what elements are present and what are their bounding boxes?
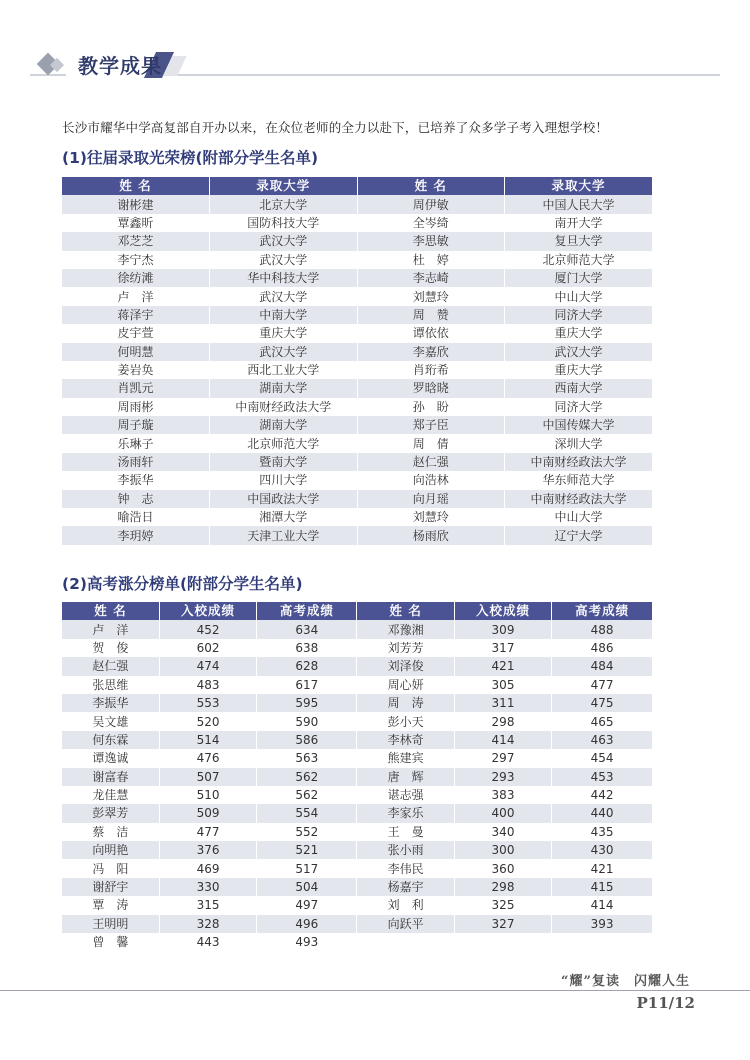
table-cell: 520 [159,712,256,730]
table-cell: 李林奇 [357,731,454,749]
table-cell: 谢富春 [62,768,159,786]
table-cell: 厦门大学 [505,269,653,287]
table-cell: 汤雨轩 [62,453,210,471]
table-cell: 李志崎 [357,269,505,287]
table-cell: 360 [454,859,551,877]
table-row [62,896,652,914]
table-cell: 西南大学 [505,379,653,397]
table-cell: 317 [454,639,551,657]
table-row [62,823,652,841]
table-cell: 同济大学 [505,398,653,416]
table-cell: 中国人民大学 [505,195,653,213]
table-row [62,324,652,342]
table-cell: 南开大学 [505,214,653,232]
table-cell: 中国政法大学 [210,490,358,508]
table-cell [454,933,551,951]
table-cell: 龙佳慧 [62,786,159,804]
section1-title: (1)往届录取光荣榜(附部分学生名单) [62,149,319,167]
table-cell: 中南大学 [210,306,358,324]
table-cell: 西北工业大学 [210,361,358,379]
table-cell: 邓豫湘 [357,620,454,638]
table-cell: 330 [159,878,256,896]
table-row [62,269,652,287]
table-cell: 435 [552,823,652,841]
table-cell: 李玥婷 [62,526,210,544]
table-cell: 全岑绮 [357,214,505,232]
table-cell: 李振华 [62,471,210,489]
table-cell: 北京师范大学 [210,434,358,452]
table-cell: 蔡 洁 [62,823,159,841]
table-row [62,434,652,452]
table-cell: 刘泽俊 [357,657,454,675]
table-cell: 熊建宾 [357,749,454,767]
table-cell: 武汉大学 [505,343,653,361]
table-row [62,195,652,213]
footer-rule [0,990,750,991]
table-cell: 383 [454,786,551,804]
table-row [62,768,652,786]
table-cell: 姜岩奂 [62,361,210,379]
table-cell: 华东师范大学 [505,471,653,489]
table-cell: 474 [159,657,256,675]
table-cell: 298 [454,878,551,896]
table-cell: 465 [552,712,652,730]
table-cell: 414 [552,896,652,914]
table-cell: 李嘉欣 [357,343,505,361]
table-cell: 孙 盼 [357,398,505,416]
table-cell: 638 [257,639,357,657]
table-cell: 向浩林 [357,471,505,489]
table-cell: 暨南大学 [210,453,358,471]
table-cell: 湘潭大学 [210,508,358,526]
table-cell: 298 [454,712,551,730]
table-cell: 595 [257,694,357,712]
table-row [62,712,652,730]
table-row [62,490,652,508]
footer-slogan: “耀”复读 闪耀人生 [561,974,690,989]
table-cell: 深圳大学 [505,434,653,452]
table-cell: 507 [159,768,256,786]
table-row [62,526,652,544]
table-row [62,731,652,749]
table-cell: 563 [257,749,357,767]
table-cell: 634 [257,620,357,638]
table-cell: 同济大学 [505,306,653,324]
table-cell: 562 [257,786,357,804]
table-cell: 向月瑶 [357,490,505,508]
table-cell: 297 [454,749,551,767]
table-cell: 421 [454,657,551,675]
table-cell: 曾 馨 [62,933,159,951]
table-cell: 刘慧玲 [357,508,505,526]
table-cell: 463 [552,731,652,749]
table-cell: 乐琳子 [62,434,210,452]
table-cell: 315 [159,896,256,914]
table-cell: 罗晗晓 [357,379,505,397]
table-cell: 553 [159,694,256,712]
table-cell: 冯 阳 [62,859,159,877]
column-header: 高考成绩 [552,602,652,620]
score-gain-table [62,602,652,951]
table-cell: 393 [552,915,652,933]
table-cell: 周子璇 [62,416,210,434]
table-cell: 602 [159,639,256,657]
table-cell: 562 [257,768,357,786]
column-header: 姓 名 [357,602,454,620]
intro-text: 长沙市耀华中学高复部自开办以来，在众位老师的全力以赴下，已培养了众多学子考入理想学校！ [62,120,609,135]
table-row [62,878,652,896]
table-cell [357,933,454,951]
table-cell: 皮宇萱 [62,324,210,342]
table-cell: 452 [159,620,256,638]
table-row [62,214,652,232]
table-row [62,933,652,951]
table-row [62,306,652,324]
table-cell: 辽宁大学 [505,526,653,544]
table-cell: 李宁杰 [62,251,210,269]
column-header: 高考成绩 [257,602,357,620]
column-header: 入校成绩 [454,602,551,620]
table-cell: 497 [257,896,357,914]
table-cell: 周伊敏 [357,195,505,213]
table-cell: 向明艳 [62,841,159,859]
table-row [62,471,652,489]
table-cell: 刘慧玲 [357,287,505,305]
table-cell: 中南财经政法大学 [210,398,358,416]
table-cell: 复旦大学 [505,232,653,250]
table-cell [552,933,652,951]
table-cell: 李伟民 [357,859,454,877]
table-cell: 309 [454,620,551,638]
table-cell: 454 [552,749,652,767]
table-cell: 北京大学 [210,195,358,213]
table-cell: 向跃平 [357,915,454,933]
table-cell: 杨雨欣 [357,526,505,544]
table-cell: 张小雨 [357,841,454,859]
table-cell: 王明明 [62,915,159,933]
table-cell: 517 [257,859,357,877]
table-row [62,657,652,675]
table-row [62,749,652,767]
column-header: 入校成绩 [159,602,256,620]
table-cell: 杜 婷 [357,251,505,269]
table-cell: 496 [257,915,357,933]
table-cell: 谭逸诚 [62,749,159,767]
table-cell: 卢 洋 [62,620,159,638]
table-cell: 周心妍 [357,676,454,694]
table-cell: 何明慧 [62,343,210,361]
table-cell: 赵仁强 [357,453,505,471]
table-cell: 李振华 [62,694,159,712]
table-cell: 覃鑫昕 [62,214,210,232]
table-cell: 442 [552,786,652,804]
section2-title: (2)高考涨分榜单(附部分学生名单) [62,575,303,593]
table-row [62,639,652,657]
table-cell: 325 [454,896,551,914]
table-cell: 510 [159,786,256,804]
table-cell: 刘芳芳 [357,639,454,657]
table-cell: 吴文雄 [62,712,159,730]
table-cell: 421 [552,859,652,877]
table-cell: 554 [257,804,357,822]
table-row [62,416,652,434]
table-cell: 328 [159,915,256,933]
table-row [62,859,652,877]
table-cell: 刘 利 [357,896,454,914]
table-cell: 300 [454,841,551,859]
table-row [62,251,652,269]
score-gain-table-header [62,602,652,620]
table-cell: 周雨彬 [62,398,210,416]
table-cell: 504 [257,878,357,896]
column-header: 姓 名 [62,177,210,195]
table-cell: 彭翠芳 [62,804,159,822]
table-cell: 武汉大学 [210,232,358,250]
table-cell: 400 [454,804,551,822]
table-cell: 340 [454,823,551,841]
table-cell: 周 赞 [357,306,505,324]
table-cell: 477 [552,676,652,694]
table-cell: 唐 辉 [357,768,454,786]
table-cell: 477 [159,823,256,841]
table-cell: 430 [552,841,652,859]
table-cell: 彭小天 [357,712,454,730]
table-cell: 重庆大学 [505,361,653,379]
table-row [62,361,652,379]
table-cell: 521 [257,841,357,859]
table-cell: 376 [159,841,256,859]
admission-table [62,177,652,545]
table-cell: 谢彬建 [62,195,210,213]
table-row [62,379,652,397]
table-cell: 293 [454,768,551,786]
table-cell: 327 [454,915,551,933]
table-cell: 中山大学 [505,508,653,526]
table-cell: 杨嘉宇 [357,878,454,896]
table-cell: 武汉大学 [210,287,358,305]
table-cell: 李思敏 [357,232,505,250]
table-cell: 北京师范大学 [505,251,653,269]
table-cell: 514 [159,731,256,749]
page-header [0,0,750,110]
table-row [62,343,652,361]
table-cell: 488 [552,620,652,638]
table-cell: 重庆大学 [505,324,653,342]
column-header: 姓 名 [62,602,159,620]
column-header: 录取大学 [210,177,358,195]
table-row [62,398,652,416]
table-cell: 贺 俊 [62,639,159,657]
table-cell: 311 [454,694,551,712]
table-cell: 486 [552,639,652,657]
table-cell: 443 [159,933,256,951]
table-cell: 张思维 [62,676,159,694]
table-cell: 586 [257,731,357,749]
table-row [62,786,652,804]
table-cell: 何东霖 [62,731,159,749]
table-cell: 卢 洋 [62,287,210,305]
table-cell: 肖凯元 [62,379,210,397]
table-cell: 谢舒宇 [62,878,159,896]
table-cell: 天津工业大学 [210,526,358,544]
column-header: 录取大学 [505,177,653,195]
admission-table-header [62,177,652,195]
table-cell: 华中科技大学 [210,269,358,287]
table-cell: 484 [552,657,652,675]
table-cell: 武汉大学 [210,343,358,361]
table-cell: 喻浩日 [62,508,210,526]
table-row [62,287,652,305]
table-cell: 周 倩 [357,434,505,452]
table-row [62,841,652,859]
table-cell: 469 [159,859,256,877]
page-number: P11/12 [636,994,695,1012]
table-cell: 552 [257,823,357,841]
table-cell: 中南财经政法大学 [505,490,653,508]
table-cell: 郑子臣 [357,416,505,434]
table-row [62,453,652,471]
table-cell: 305 [454,676,551,694]
table-row [62,620,652,638]
table-cell: 中南财经政法大学 [505,453,653,471]
table-cell: 617 [257,676,357,694]
table-row [62,508,652,526]
table-cell: 590 [257,712,357,730]
table-cell: 440 [552,804,652,822]
page-title: 教学成果 [78,54,162,78]
table-cell: 509 [159,804,256,822]
table-row [62,232,652,250]
table-cell: 415 [552,878,652,896]
table-cell: 湖南大学 [210,416,358,434]
table-cell: 周 涛 [357,694,454,712]
table-cell: 覃 涛 [62,896,159,914]
table-cell: 赵仁强 [62,657,159,675]
table-cell: 453 [552,768,652,786]
table-cell: 中国传媒大学 [505,416,653,434]
table-cell: 谭依依 [357,324,505,342]
table-cell: 中山大学 [505,287,653,305]
table-cell: 谌志强 [357,786,454,804]
table-cell: 重庆大学 [210,324,358,342]
table-cell: 徐纺滩 [62,269,210,287]
table-cell: 王 曼 [357,823,454,841]
table-cell: 628 [257,657,357,675]
table-row [62,676,652,694]
column-header: 姓 名 [357,177,505,195]
table-row [62,804,652,822]
table-cell: 湖南大学 [210,379,358,397]
table-cell: 钟 志 [62,490,210,508]
table-row [62,694,652,712]
table-cell: 国防科技大学 [210,214,358,232]
table-cell: 四川大学 [210,471,358,489]
table-cell: 肖珩希 [357,361,505,379]
table-cell: 蒋泽宇 [62,306,210,324]
table-cell: 武汉大学 [210,251,358,269]
table-cell: 475 [552,694,652,712]
table-cell: 李家乐 [357,804,454,822]
table-row [62,915,652,933]
table-cell: 476 [159,749,256,767]
table-cell: 414 [454,731,551,749]
table-cell: 483 [159,676,256,694]
table-cell: 邓芝芝 [62,232,210,250]
table-cell: 493 [257,933,357,951]
